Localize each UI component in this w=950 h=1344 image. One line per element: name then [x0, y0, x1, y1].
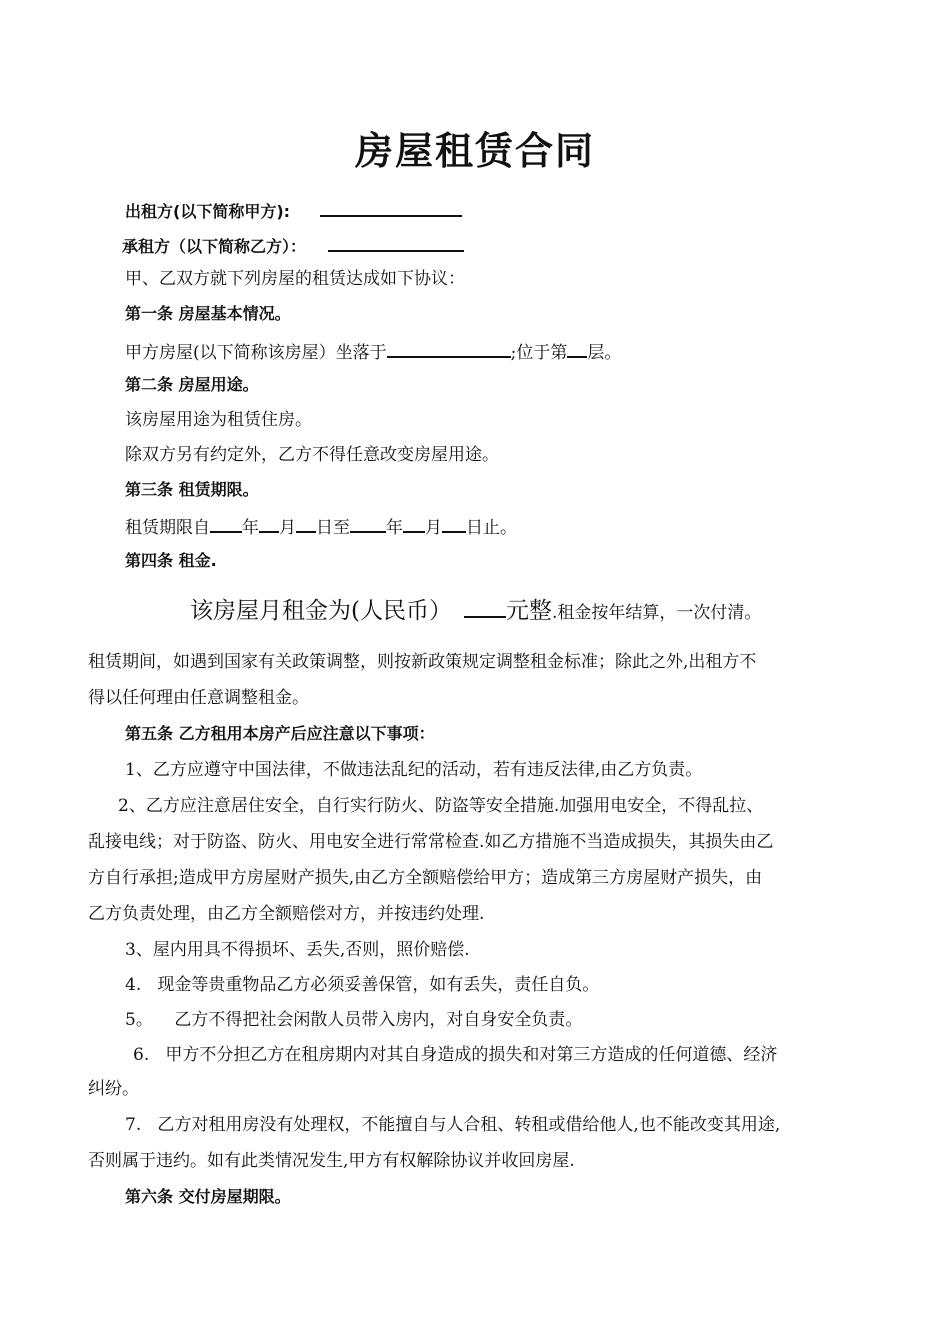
lessee-blank[interactable]	[328, 233, 464, 252]
floor-label: ;位于第	[510, 343, 568, 363]
article-5-item-5: 5。 乙方不得把社会闲散人员带入房内，对自身安全负责。	[125, 1010, 583, 1030]
rent-blank[interactable]	[464, 596, 506, 618]
article-5-item-1: 1、乙方应遵守中国法律，不做违法乱纪的活动，若有违反法律,由乙方负责。	[125, 760, 703, 780]
end-day-blank[interactable]	[442, 514, 466, 533]
lessor-label: 出租方(以下简称甲方):	[125, 202, 291, 221]
article-5-item-6-line-1: 6. 甲方不分担乙方在租房期内对其自身造成的损失和对第三方造成的任何道德、经济	[133, 1045, 778, 1065]
term-year2-label: 年	[386, 518, 403, 538]
floor-blank[interactable]	[567, 339, 587, 358]
rent-settlement: .租金按年结算，一次付清。	[551, 603, 762, 623]
location-blank[interactable]	[387, 339, 511, 358]
article-3-term	[125, 514, 517, 539]
rent-unit: 元整	[505, 598, 552, 624]
start-day-blank[interactable]	[296, 514, 316, 533]
article-4-adjust-line-2: 得以任何理由任意调整租金。	[88, 688, 309, 708]
article-5-item-2-line-4: 乙方负责处理，由乙方全额赔偿对方，并按违约处理.	[88, 904, 485, 924]
location-label: 甲方房屋(以下简称该房屋）坐落于	[125, 343, 387, 363]
article-1-heading: 第一条 房屋基本情况。	[125, 304, 291, 323]
end-year-blank[interactable]	[350, 514, 386, 533]
term-month-label: 月	[279, 518, 296, 538]
rent-label: 该房屋月租金为(人民币）	[190, 598, 452, 624]
article-5-item-3: 3、屋内用具不得损坏、丢失,否则，照价赔偿.	[125, 940, 470, 960]
start-year-blank[interactable]	[210, 514, 242, 533]
lessee-label: 承租方（以下简称乙方）：	[122, 237, 307, 256]
article-2-heading: 第二条 房屋用途。	[125, 375, 259, 394]
term-end-label: 日止。	[466, 518, 517, 538]
article-5-item-7-line-2: 否则属于违约。如有此类情况发生,甲方有权解除协议并收回房屋.	[88, 1151, 575, 1171]
end-month-blank[interactable]	[403, 514, 425, 533]
article-5-item-7-line-1: 7. 乙方对租用房没有处理权，不能擅自与人合租、转租或借给他人,也不能改变其用途,	[125, 1115, 781, 1135]
article-5-heading: 第五条 乙方租用本房产后应注意以下事项：	[125, 724, 435, 743]
floor-suffix: 层。	[587, 343, 622, 363]
start-month-blank[interactable]	[259, 514, 279, 533]
article-1-location	[125, 339, 621, 364]
article-5-item-2-line-2: 乱接电线；对于防盗、防火、用电安全进行常常检查.如乙方措施不当造成损失，其损失由乙	[88, 832, 774, 852]
lessor-blank[interactable]	[320, 198, 462, 217]
article-4-adjust-line-1: 租赁期间，如遇到国家有关政策调整，则按新政策规定调整租金标准；除此之外,出租方不	[88, 652, 757, 672]
article-4-rent	[190, 596, 761, 627]
article-5-item-2-line-1: 2、乙方应注意居住安全，自行实行防火、防盗等安全措施.加强用电安全，不得乱拉、	[118, 796, 764, 816]
lessee-line	[122, 233, 464, 258]
lessor-line	[125, 198, 462, 223]
term-start-label: 租赁期限自	[125, 518, 210, 538]
term-to-label: 日至	[316, 518, 350, 538]
article-4-heading: 第四条 租金.	[125, 551, 217, 570]
article-2-paragraph-2: 除双方另有约定外，乙方不得任意改变房屋用途。	[125, 445, 499, 465]
article-2-paragraph-1: 该房屋用途为租赁住房。	[125, 410, 312, 430]
term-year-label: 年	[242, 518, 259, 538]
article-5-item-6-line-2: 纠纷。	[88, 1079, 139, 1099]
document-title: 房屋租赁合同	[354, 128, 595, 173]
term-month2-label: 月	[425, 518, 442, 538]
intro-text: 甲、乙双方就下列房屋的租赁达成如下协议：	[125, 269, 465, 289]
article-5-item-2-line-3: 方自行承担;造成甲方房屋财产损失,由乙方全额赔偿给甲方；造成第三方房屋财产损失，由	[88, 868, 763, 888]
article-6-heading: 第六条 交付房屋期限。	[125, 1187, 291, 1206]
article-5-item-4: 4. 现金等贵重物品乙方必须妥善保管，如有丢失，责任自负。	[125, 975, 600, 995]
article-3-heading: 第三条 租赁期限。	[125, 480, 259, 499]
